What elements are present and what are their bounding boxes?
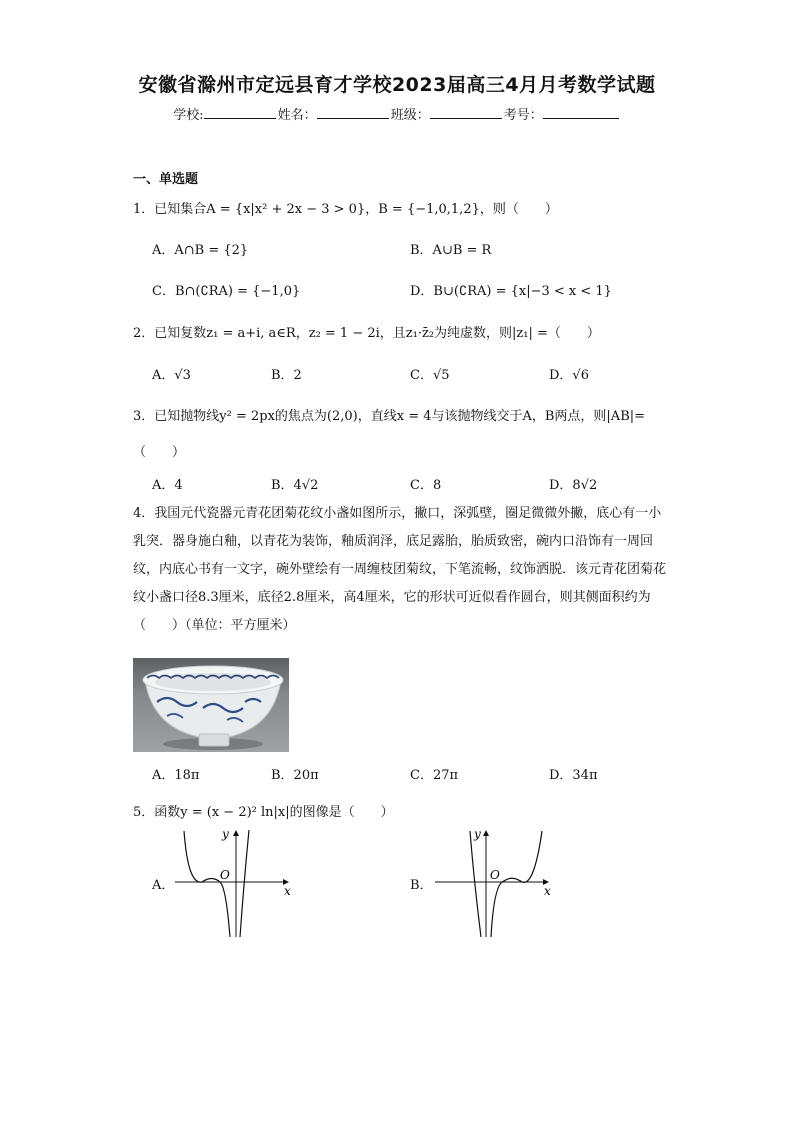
student-info-line <box>0 104 794 123</box>
question-4-option-c: C．27π <box>410 768 459 783</box>
y-axis-label: y <box>474 827 481 841</box>
section-heading: 一、单选题 <box>133 172 199 187</box>
origin-label: O <box>490 868 500 882</box>
question-2-option-c: C．√5 <box>410 368 450 383</box>
number-blank <box>543 106 619 119</box>
question-3-stem-line1: 3．已知抛物线y² = 2px的焦点为(2,0)，直线x = 4与该抛物线交于A，B两点，则|AB|= <box>133 409 646 424</box>
question-5-option-b-label: B． <box>410 878 433 893</box>
school-label: 学校: <box>173 108 204 123</box>
y-axis-label: y <box>222 827 229 841</box>
curve-left-branch <box>184 831 230 937</box>
curve-right-branch <box>240 830 249 937</box>
question-3-option-b: B．4√2 <box>271 478 319 493</box>
curve-left-branch <box>470 831 481 937</box>
question-2-stem: 2．已知复数z₁ = a+i, a∈R，z₂ = 1 − 2i，且z₁·z̄₂为纯虚数，则|z₁| =（ ） <box>133 326 600 341</box>
name-blank <box>317 106 389 119</box>
school-blank <box>204 106 276 119</box>
question-1-option-a: A．A∩B = {2} <box>152 243 249 258</box>
question-5-option-a-label: A． <box>152 878 175 893</box>
question-4-option-d: D．34π <box>549 768 598 783</box>
porcelain-bowl-photo <box>133 658 289 752</box>
question-3-option-d: D．8√2 <box>549 478 598 493</box>
name-label: 姓名： <box>277 108 317 123</box>
curve-right-branch <box>491 831 542 937</box>
question-1-stem: 1．已知集合A = {x|x² + 2x − 3 > 0}，B = {−1,0,1,2}，则（ ） <box>133 202 558 217</box>
question-2-option-b: B．2 <box>271 368 302 383</box>
number-label: 考号： <box>503 108 543 123</box>
class-blank <box>430 106 502 119</box>
question-5-stem: 5．函数y = (x − 2)² ln|x|的图像是（ ） <box>133 805 394 820</box>
x-axis-label: x <box>544 884 551 898</box>
question-4-stem: 4．我国元代瓷器元青花团菊花纹小盏如图所示，撇口，深弧壁，圈足微微外撇，底心有一小乳突．器身施白釉，以青花为装饰，釉质润泽，底足露胎，胎质致密，碗内口沿饰有一周回纹，内底心书有一文字，碗外壁绘有一周缠枝团菊纹，下笔流畅，纹饰洒脱．该元青花团菊花纹小盏口径8.3厘米，底径2.8厘米，高4厘米，它的形状可近似看作圆台，则其侧面积约为（ ）（单位：平方厘米） <box>133 506 667 633</box>
origin-label: O <box>220 868 230 882</box>
bowl-illustration <box>133 658 289 752</box>
question-1-option-b: B．A∪B = R <box>410 243 492 258</box>
question-3-option-a: A．4 <box>152 478 183 493</box>
graph-option-a <box>170 825 300 940</box>
page-title: 安徽省滁州市定远县育才学校2023届高三4月月考数学试题 <box>138 74 656 96</box>
class-label: 班级： <box>390 108 430 123</box>
x-axis-label: x <box>284 884 291 898</box>
graph-option-b <box>430 825 560 940</box>
question-4-option-a: A．18π <box>152 768 200 783</box>
question-2-option-a: A．√3 <box>152 368 191 383</box>
question-3-stem-line2: （ ） <box>133 445 186 460</box>
question-1-option-c: C．B∩(∁RA) = {−1,0} <box>152 284 301 299</box>
question-4-option-b: B．20π <box>271 768 319 783</box>
question-3-option-c: C．8 <box>410 478 442 493</box>
question-1-option-d: D．B∪(∁RA) = {x|−3 < x < 1} <box>410 284 612 299</box>
question-2-option-d: D．√6 <box>549 368 589 383</box>
